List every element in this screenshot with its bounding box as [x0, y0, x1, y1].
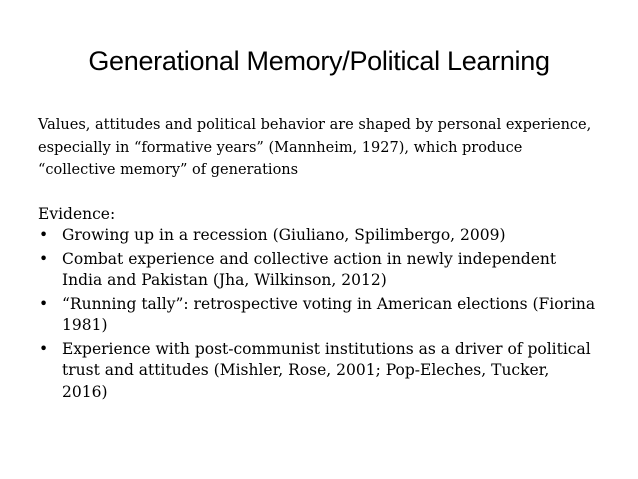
list-item-text: “Running tally”: retrospective voting in American elections (Fiorina 1981): [62, 294, 596, 334]
list-item: [38, 225, 598, 247]
bullet-marker: •: [39, 226, 49, 244]
evidence-list: [38, 225, 598, 403]
intro-paragraph: Values, attitudes and political behavior are shaped by personal experience, especially in “formative years” (Mannheim, 1927), which produce “collective memory” of generations: [38, 117, 592, 178]
evidence-label: Evidence:: [38, 204, 116, 223]
list-item-text: Experience with post-communist institutions as a driver of political trust and attitudes (Mishler, Rose, 2001; Pop-Eleches, Tucker, 2016): [62, 339, 591, 401]
bullet-marker: •: [39, 339, 49, 358]
list-item: [38, 294, 598, 337]
list-item-text: Combat experience and collective action in newly independent India and Pakistan (Jha, Wilkinson, 2012): [62, 249, 557, 289]
list-item: [38, 249, 598, 292]
bullet-marker: •: [39, 249, 49, 268]
bullet-marker: •: [39, 294, 49, 313]
slide-body: [38, 114, 598, 405]
slide-title: Generational Memory/Political Learning: [88, 46, 550, 76]
list-item-text: Growing up in a recession (Giuliano, Spilimbergo, 2009): [62, 226, 506, 244]
list-item: [38, 339, 598, 404]
